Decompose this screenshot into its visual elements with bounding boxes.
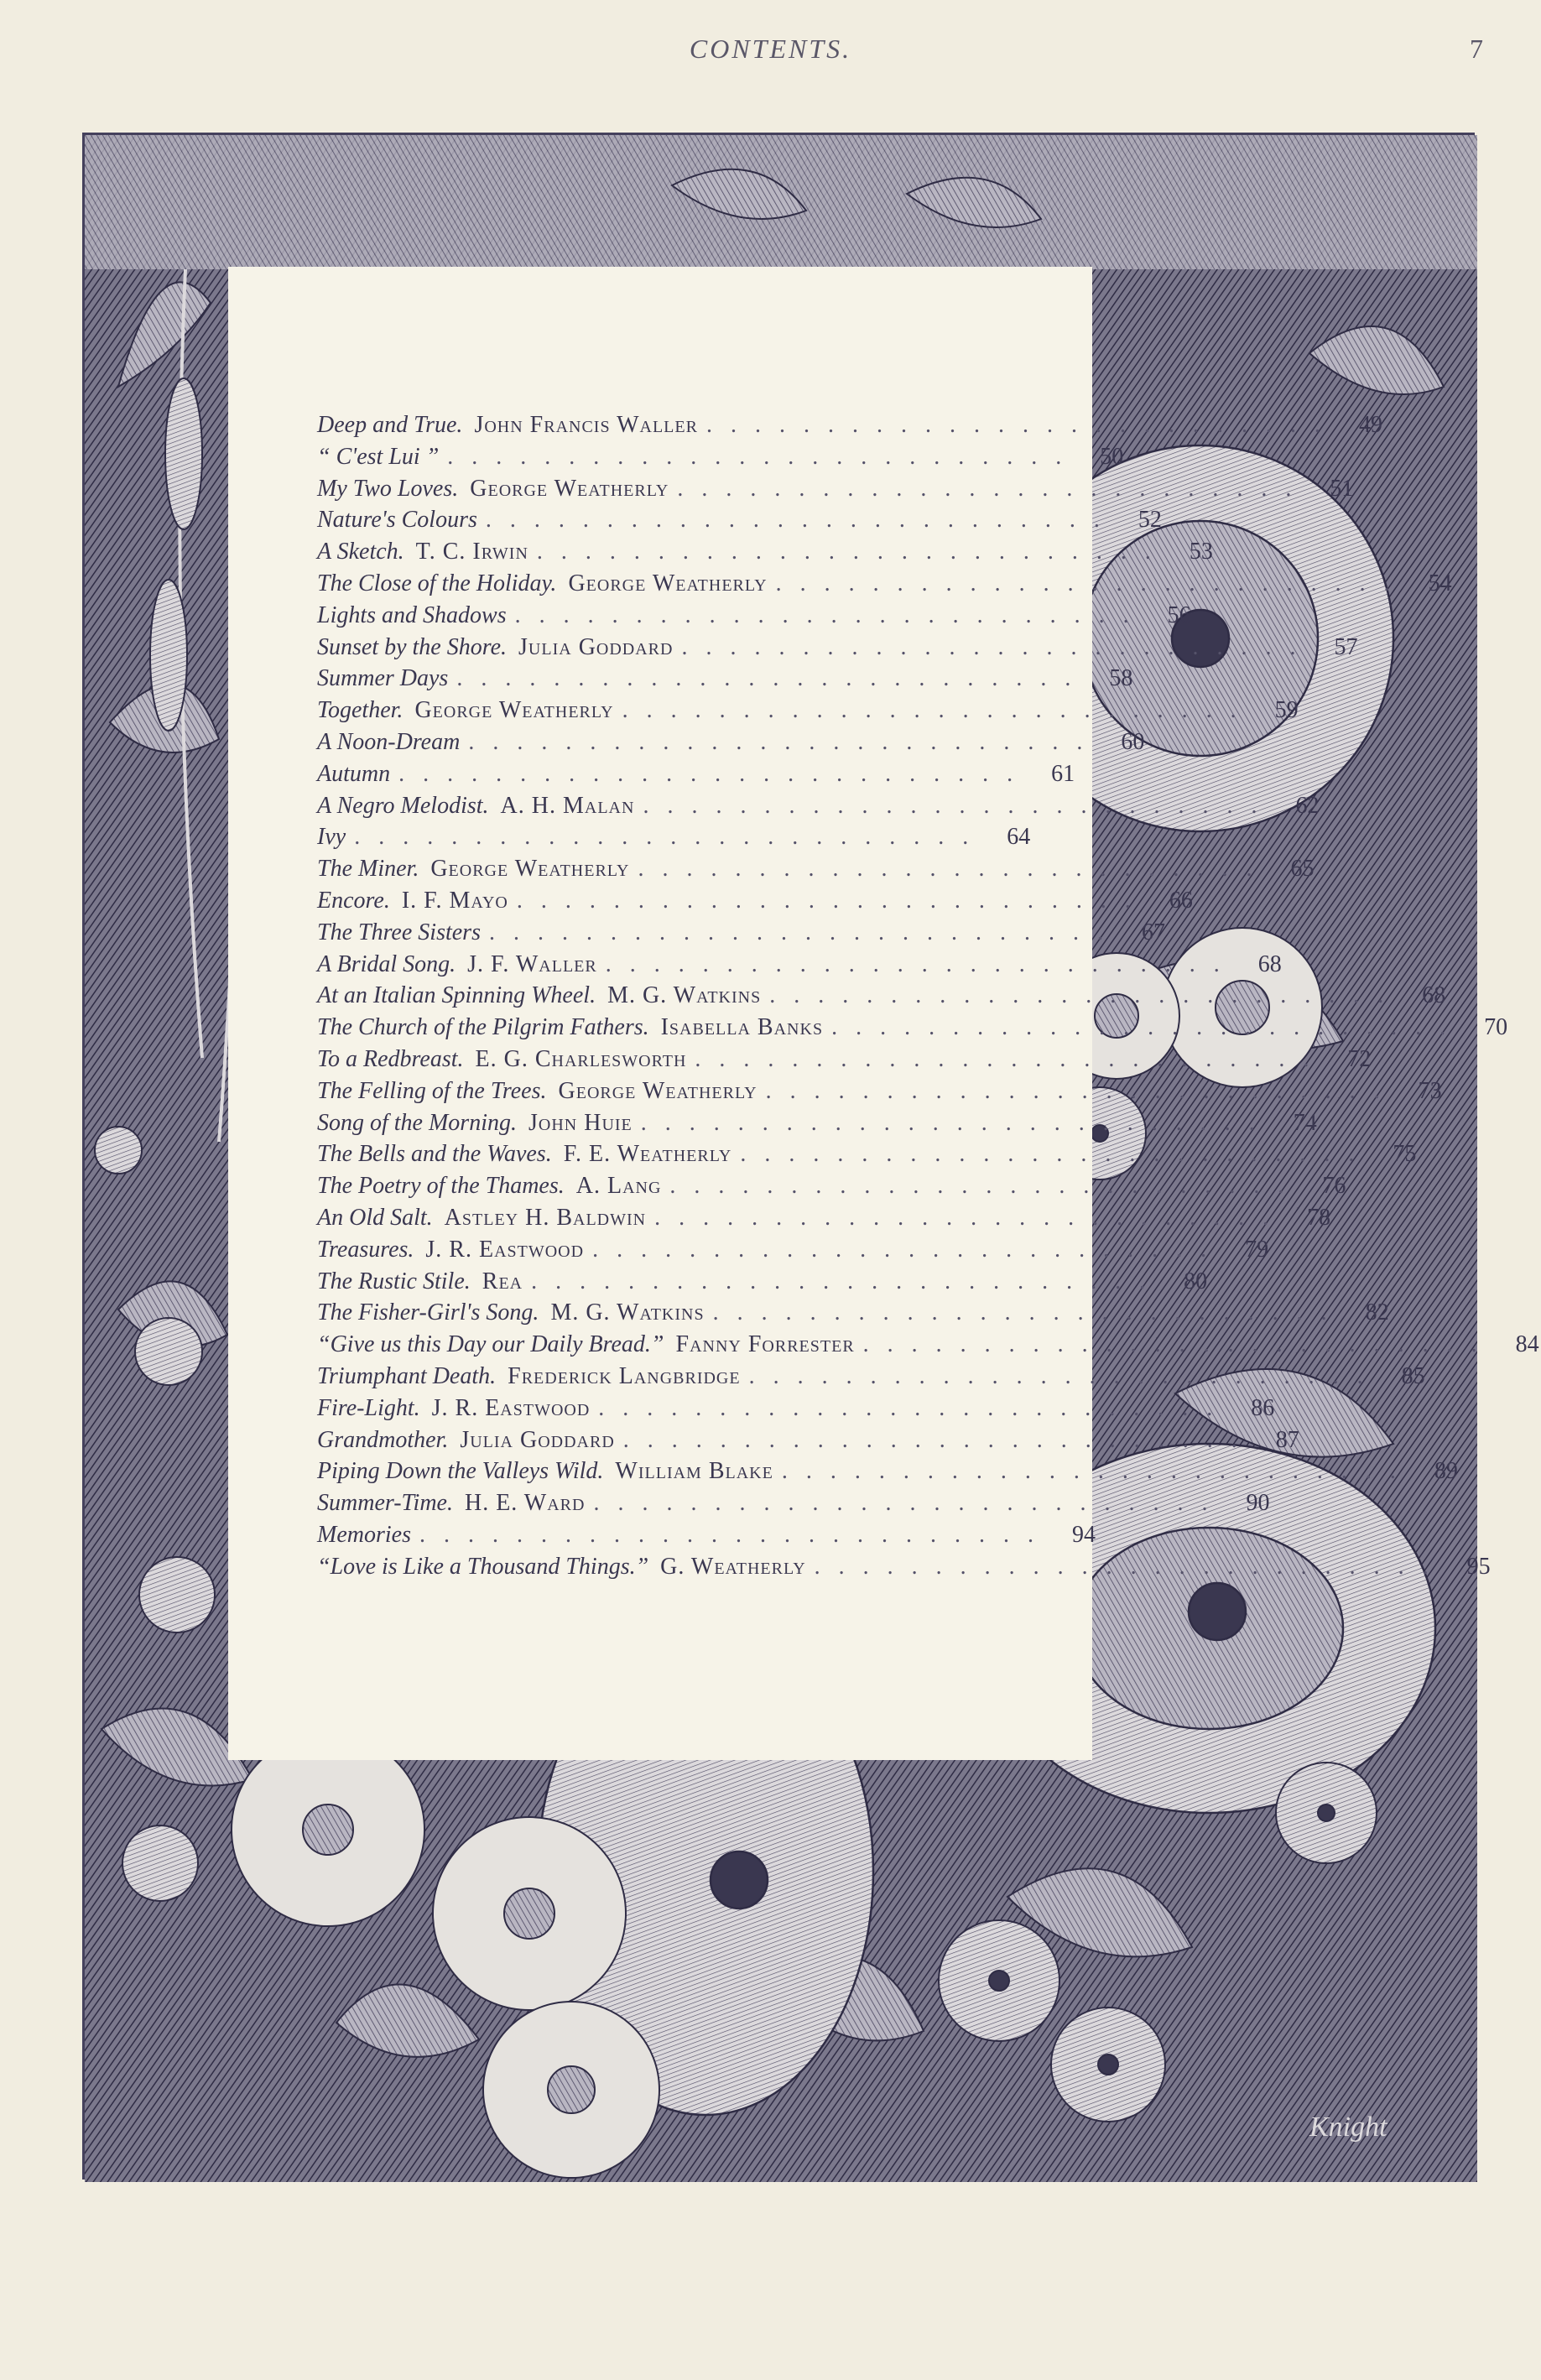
contents-entry	[317, 1297, 1389, 1329]
contents-entry	[317, 1519, 1096, 1551]
entry-author: E. G. Charlesworth	[475, 1045, 687, 1072]
contents-entry	[317, 632, 1358, 664]
entry-page-number: 51	[1330, 475, 1354, 502]
dot-leader: ..........................	[638, 856, 1271, 883]
contents-entry	[317, 1551, 1491, 1583]
entry-page-number: 62	[1295, 792, 1320, 819]
running-head: CONTENTS.	[689, 34, 852, 64]
page-number: 7	[1470, 34, 1483, 64]
dot-leader: ..........................	[593, 1490, 1226, 1517]
entry-title: “ C'est Lui ”	[317, 443, 440, 470]
entry-page-number: 86	[1251, 1394, 1275, 1421]
entry-title: The Three Sisters	[317, 919, 481, 945]
dot-leader: ..........................	[681, 633, 1315, 660]
dot-leader: ..........................	[622, 697, 1255, 724]
entry-title: Encore.	[317, 887, 390, 914]
dot-leader: ..........................	[781, 1458, 1414, 1485]
entry-title: The Rustic Stile.	[317, 1268, 471, 1294]
entry-page-number: 76	[1322, 1173, 1346, 1200]
contents-entry	[317, 1234, 1269, 1266]
entry-title: The Fisher-Girl's Song.	[317, 1299, 539, 1326]
entry-page-number: 95	[1466, 1553, 1491, 1580]
contents-entry	[317, 726, 1145, 758]
contents-entry	[317, 1012, 1508, 1044]
dot-leader: ..........................	[419, 1521, 1052, 1548]
entry-title: Fire-Light.	[317, 1394, 420, 1421]
entry-title: The Church of the Pilgrim Fathers.	[317, 1014, 649, 1041]
dot-leader: ..........................	[622, 1426, 1256, 1453]
entry-title: Memories	[317, 1521, 411, 1548]
dot-leader: ..........................	[598, 1394, 1231, 1421]
entry-author: William Blake	[615, 1458, 773, 1485]
dot-leader: ..........................	[516, 887, 1149, 914]
entry-page-number: 57	[1334, 633, 1358, 660]
contents-entry	[317, 536, 1213, 568]
entry-author: M. G. Watkins	[550, 1299, 705, 1326]
entry-author: M. G. Watkins	[607, 982, 762, 1009]
contents-entry	[317, 821, 1031, 853]
contents-entry	[317, 600, 1191, 632]
contents-entry	[317, 1361, 1425, 1393]
dot-leader: ..........................	[831, 1014, 1465, 1041]
entry-author: A. Lang	[575, 1173, 662, 1200]
contents-entry	[317, 409, 1382, 441]
entry-author: Julia Goddard	[518, 633, 674, 660]
entry-author: F. E. Weatherly	[563, 1141, 732, 1168]
entry-page-number: 65	[1290, 856, 1315, 883]
entry-author: George Weatherly	[414, 697, 614, 724]
entry-author: A. H. Malan	[500, 792, 635, 819]
dot-leader: ..........................	[447, 443, 1080, 470]
entry-title: Summer-Time.	[317, 1490, 453, 1517]
contents-entry	[317, 1393, 1275, 1424]
entry-title: To a Redbreast.	[317, 1045, 464, 1072]
entry-page-number: 58	[1109, 665, 1133, 692]
entry-title: At an Italian Spinning Wheel.	[317, 982, 596, 1009]
contents-entry	[317, 917, 1165, 949]
contents-entry	[317, 853, 1315, 885]
entry-title: An Old Salt.	[317, 1204, 433, 1231]
entry-page-number: 80	[1184, 1268, 1208, 1294]
engraver-signature: Knight	[1309, 2112, 1387, 2143]
entry-page-number: 49	[1358, 412, 1382, 438]
contents-entry	[317, 1266, 1208, 1298]
entry-page-number: 72	[1347, 1045, 1372, 1072]
dot-leader: ..........................	[705, 412, 1339, 438]
entry-title: Together.	[317, 697, 403, 724]
dot-leader: ..........................	[765, 1077, 1398, 1104]
entry-page-number: 56	[1167, 602, 1191, 628]
entry-title: Treasures.	[317, 1236, 414, 1263]
contents-entry	[317, 663, 1133, 695]
contents-entry	[317, 695, 1299, 726]
entry-title: Grandmother.	[317, 1426, 449, 1453]
entry-title: Ivy	[317, 824, 346, 851]
entry-page-number: 70	[1484, 1014, 1508, 1041]
entry-author: I. F. Mayo	[401, 887, 508, 914]
dot-leader: ..........................	[456, 665, 1090, 692]
entry-page-number: 78	[1307, 1204, 1331, 1231]
entry-page-number: 67	[1141, 919, 1165, 945]
entry-page-number: 68	[1422, 982, 1446, 1009]
dot-leader: ..........................	[485, 507, 1118, 534]
entry-page-number: 52	[1138, 507, 1162, 534]
contents-entry	[317, 473, 1354, 505]
entry-title: My Two Loves.	[317, 475, 459, 502]
contents-entry	[317, 1487, 1270, 1519]
contents-entry	[317, 1202, 1331, 1234]
entry-title: The Felling of the Trees.	[317, 1077, 547, 1104]
entry-author: Frederick Langbridge	[508, 1362, 741, 1389]
dot-leader: ..........................	[862, 1331, 1496, 1358]
contents-entry	[317, 758, 1075, 790]
entry-title: The Bells and the Waves.	[317, 1141, 552, 1168]
entry-page-number: 60	[1121, 728, 1145, 755]
contents-entry	[317, 504, 1162, 536]
entry-title: Summer Days	[317, 665, 449, 692]
contents-entry	[317, 1107, 1317, 1139]
entry-author: J. R. Eastwood	[431, 1394, 591, 1421]
entry-page-number: 90	[1246, 1490, 1270, 1517]
dot-leader: ..........................	[769, 982, 1403, 1009]
entry-title: A Sketch.	[317, 539, 404, 565]
contents-entry	[317, 1170, 1346, 1202]
dot-leader: ..........................	[468, 728, 1101, 755]
entry-title: Lights and Shadows	[317, 602, 507, 628]
contents-entry	[317, 1138, 1417, 1170]
dot-leader: ..........................	[536, 539, 1169, 565]
entry-author: George Weatherly	[558, 1077, 757, 1104]
dot-leader: ..........................	[775, 570, 1408, 596]
entry-page-number: 50	[1100, 443, 1124, 470]
dot-leader: ..........................	[592, 1236, 1226, 1263]
entry-page-number: 74	[1293, 1109, 1317, 1136]
entry-page-number: 54	[1428, 570, 1452, 596]
entry-author: John Francis Waller	[474, 412, 698, 438]
dot-leader: ..........................	[514, 602, 1148, 628]
entry-author: John Huie	[528, 1109, 633, 1136]
entry-title: Song of the Morning.	[317, 1109, 517, 1136]
entry-page-number: 79	[1245, 1236, 1269, 1263]
entry-page-number: 85	[1401, 1362, 1425, 1389]
dot-leader: ..........................	[740, 1141, 1373, 1168]
dot-leader: ..........................	[695, 1045, 1328, 1072]
entry-author: Rea	[482, 1268, 523, 1294]
entry-author: G. Weatherly	[660, 1553, 806, 1580]
contents-entry	[317, 980, 1446, 1012]
contents-entry	[317, 1044, 1372, 1075]
contents-entry	[317, 949, 1282, 981]
contents-list	[317, 409, 1539, 1582]
entry-title: Triumphant Death.	[317, 1362, 497, 1389]
dot-leader: ..........................	[605, 950, 1238, 977]
entry-author: George Weatherly	[430, 856, 630, 883]
dot-leader: ..........................	[488, 919, 1122, 945]
entry-title: A Negro Melodist.	[317, 792, 489, 819]
dot-leader: ..........................	[640, 1109, 1273, 1136]
contents-entry	[317, 885, 1193, 917]
entry-author: H. E. Ward	[464, 1490, 586, 1517]
dot-leader: ..........................	[748, 1362, 1382, 1389]
entry-title: A Noon-Dream	[317, 728, 461, 755]
entry-title: “Give us this Day our Daily Bread.”	[317, 1331, 664, 1358]
entry-author: J. R. Eastwood	[425, 1236, 585, 1263]
entry-page-number: 75	[1393, 1141, 1417, 1168]
contents-entry	[317, 1424, 1299, 1456]
entry-page-number: 87	[1275, 1426, 1299, 1453]
entry-page-number: 53	[1189, 539, 1213, 565]
entry-author: Julia Goddard	[460, 1426, 615, 1453]
entry-title: Autumn	[317, 760, 391, 787]
entry-page-number: 84	[1515, 1331, 1539, 1358]
entry-page-number: 73	[1418, 1077, 1442, 1104]
dot-leader: ..........................	[712, 1299, 1346, 1326]
dot-leader: ..........................	[531, 1268, 1164, 1294]
entry-page-number: 94	[1071, 1521, 1096, 1548]
dot-leader: ..........................	[643, 792, 1276, 819]
contents-entry	[317, 1456, 1458, 1487]
entry-title: Sunset by the Shore.	[317, 633, 508, 660]
entry-title: Nature's Colours	[317, 507, 477, 534]
entry-title: “Love is Like a Thousand Things.”	[317, 1553, 649, 1580]
entry-author: Astley H. Baldwin	[444, 1204, 647, 1231]
dot-leader: ..........................	[398, 760, 1032, 787]
dot-leader: ..........................	[814, 1553, 1447, 1580]
entry-page-number: 89	[1434, 1458, 1458, 1485]
entry-page-number: 64	[1007, 824, 1031, 851]
entry-author: George Weatherly	[568, 570, 768, 596]
entry-author: J. F. Waller	[467, 950, 597, 977]
entry-author: T. C. Irwin	[415, 539, 528, 565]
contents-entry	[317, 441, 1124, 473]
entry-title: Deep and True.	[317, 412, 463, 438]
entry-title: The Close of the Holiday.	[317, 570, 557, 596]
dot-leader: ..........................	[669, 1173, 1303, 1200]
entry-author: Fanny Forrester	[675, 1331, 855, 1358]
entry-page-number: 61	[1051, 760, 1075, 787]
entry-title: The Poetry of the Thames.	[317, 1173, 565, 1200]
contents-entry	[317, 568, 1452, 600]
contents-entry	[317, 1075, 1442, 1107]
contents-entry	[317, 1329, 1539, 1361]
entry-author: Isabella Banks	[660, 1014, 824, 1041]
contents-entry	[317, 790, 1320, 822]
entry-title: A Bridal Song.	[317, 950, 456, 977]
entry-title: Piping Down the Valleys Wild.	[317, 1458, 604, 1485]
entry-author: George Weatherly	[470, 475, 669, 502]
entry-page-number: 66	[1169, 887, 1193, 914]
entry-page-number: 59	[1274, 697, 1299, 724]
entry-page-number: 82	[1365, 1299, 1389, 1326]
dot-leader: ..........................	[354, 824, 987, 851]
dot-leader: ..........................	[654, 1204, 1288, 1231]
dot-leader: ..........................	[677, 475, 1310, 502]
entry-title: The Miner.	[317, 856, 419, 883]
entry-page-number: 68	[1257, 950, 1282, 977]
